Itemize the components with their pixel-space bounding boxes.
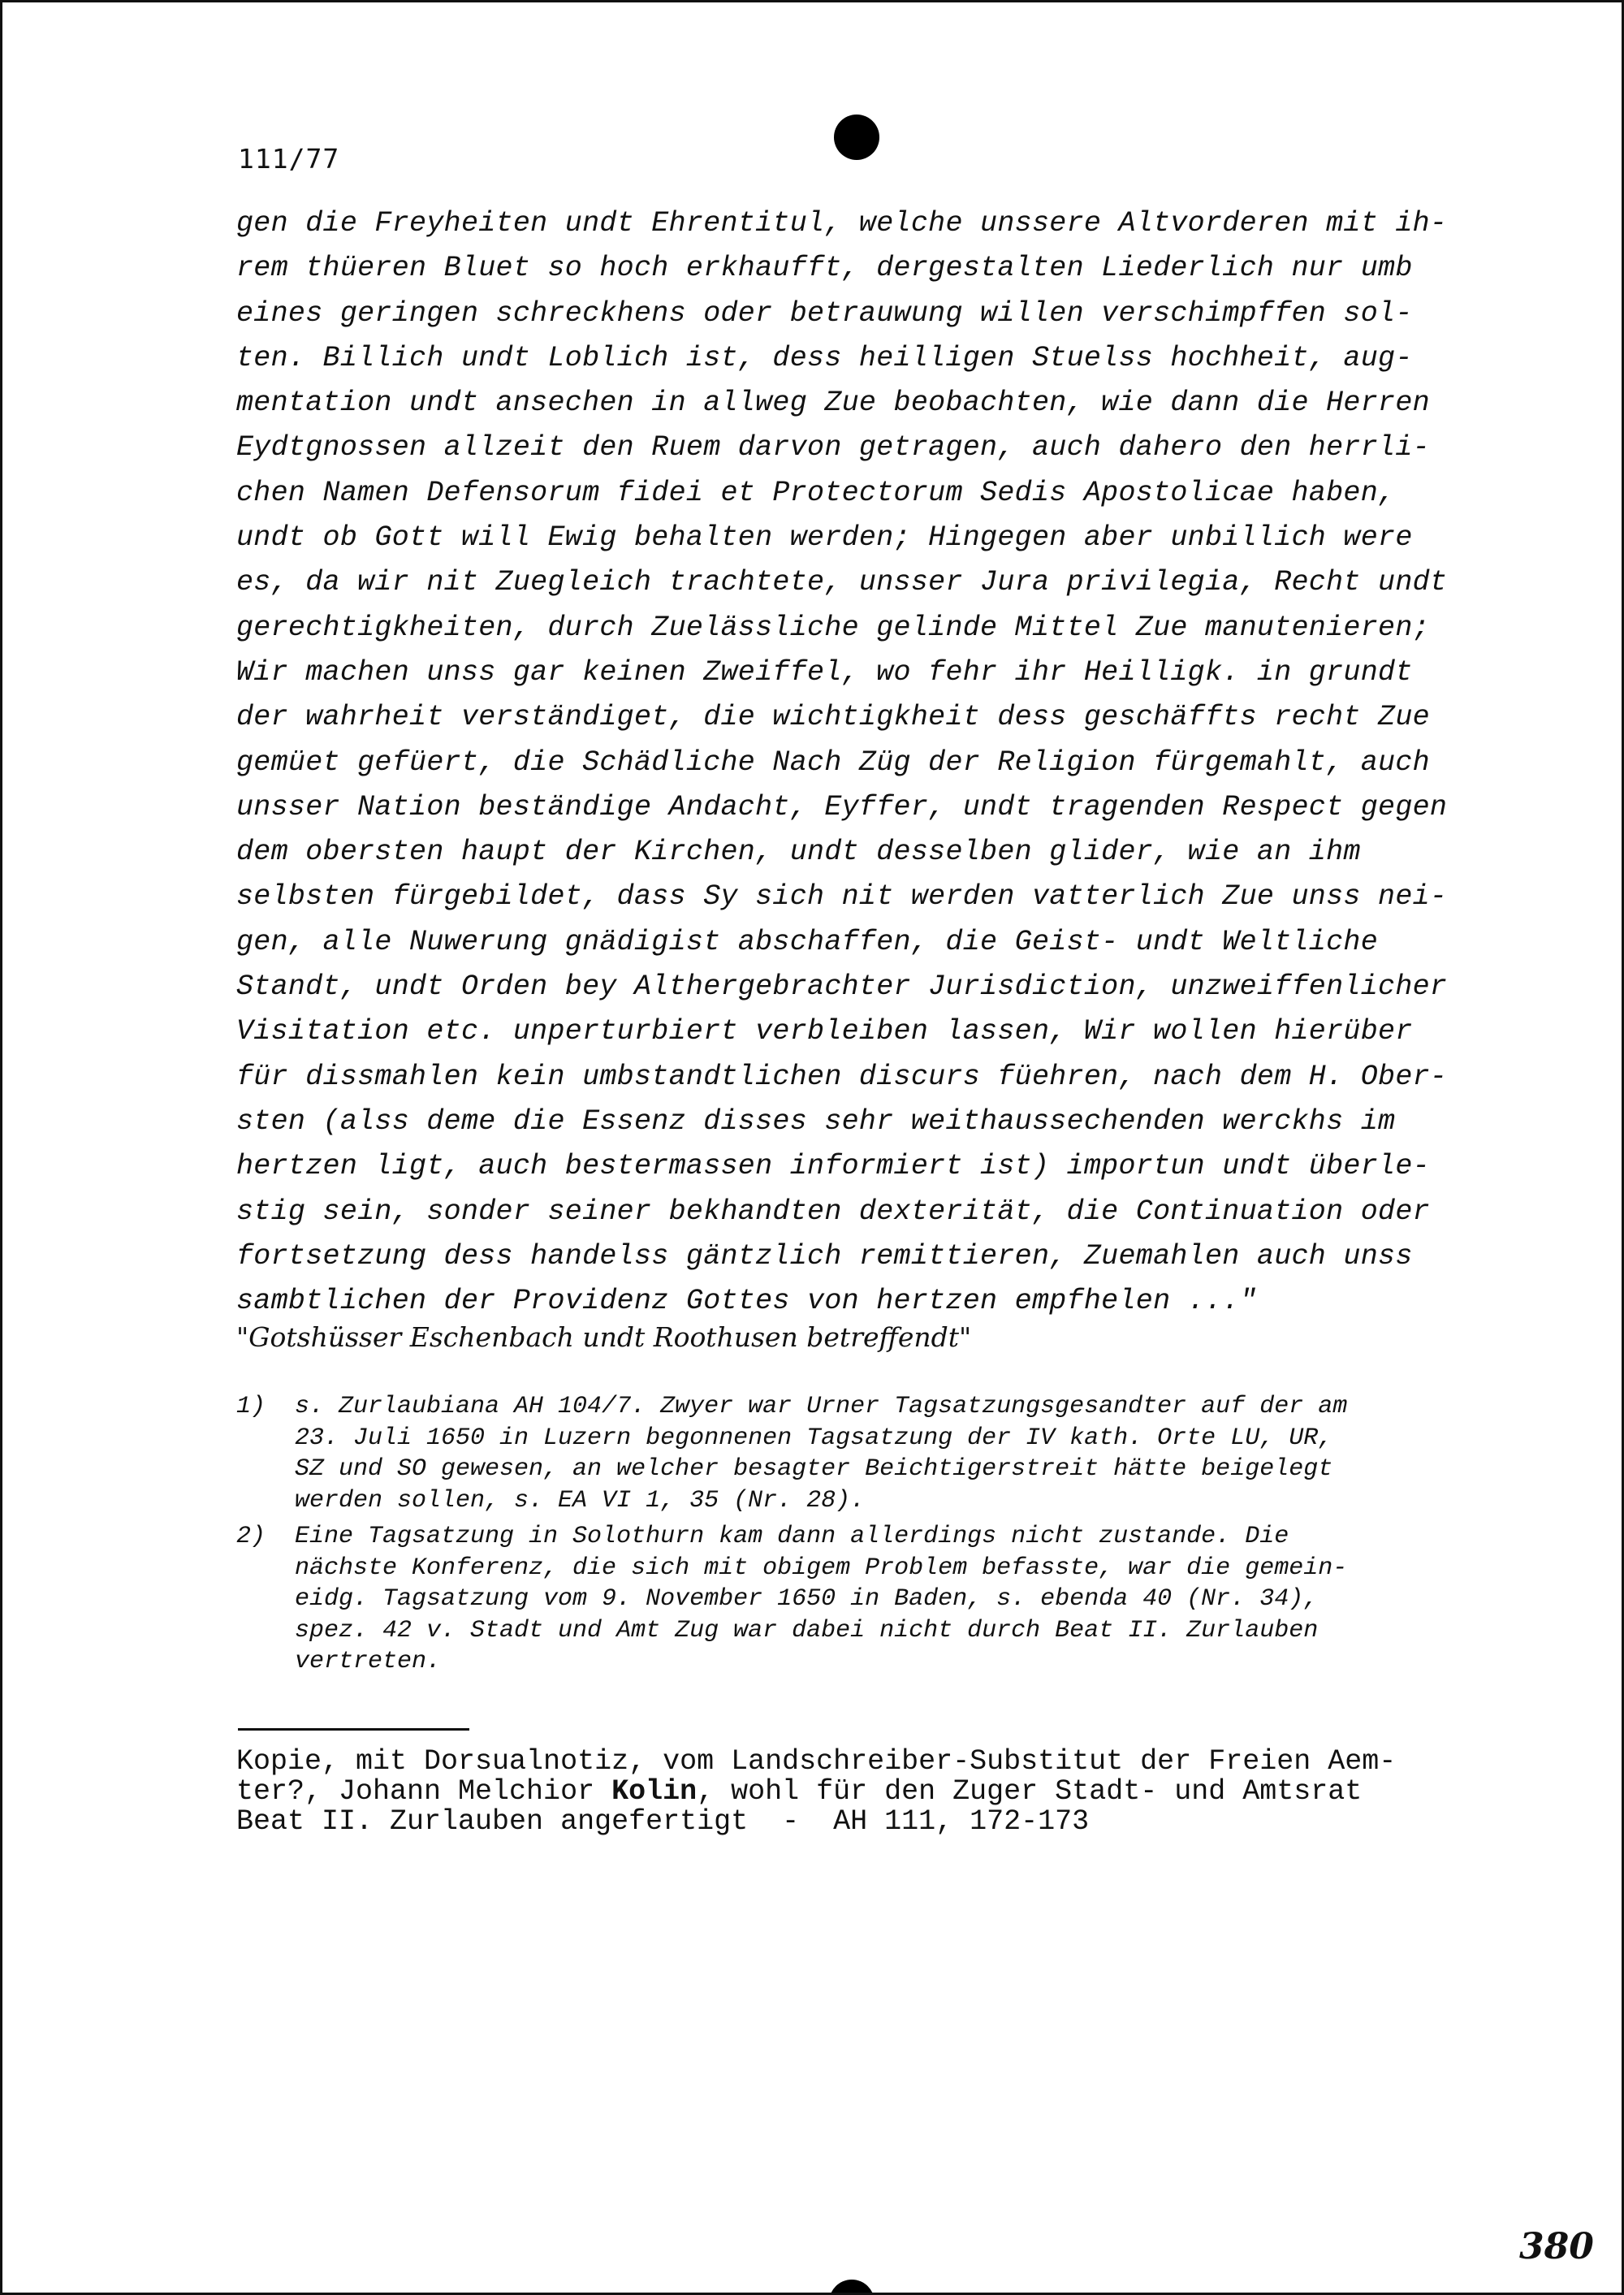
- footnote-line: vertreten.: [295, 1648, 442, 1675]
- footnote-line: s. Zurlaubiana AH 104/7. Zwyer war Urner Tagsatzungsgesandter auf der am: [295, 1393, 1348, 1420]
- body-line: eines geringen schreckhens oder betrauwung willen verschimpffen sol-: [236, 296, 1413, 330]
- source-line: Kopie, mit Dorsualnotiz, vom Landschreiber-Substitut der Freien Aem-: [236, 1745, 1397, 1778]
- body-line: der wahrheit verständiget, die wichtigkheit dess geschäffts recht Zue: [236, 701, 1430, 734]
- body-line: unsser Nation beständige Andacht, Eyffer, undt tragenden Respect gegen: [236, 790, 1448, 823]
- body-line: Eydtgnossen allzeit den Ruem darvon getragen, auch dahero den herrli-: [236, 431, 1430, 465]
- body-line: fortsetzung dess handelss gäntzlich remittieren, Zuemahlen auch unss: [236, 1239, 1413, 1273]
- source-text: ter?, Johann Melchior: [236, 1775, 612, 1808]
- footnote-marker: 1): [236, 1393, 266, 1420]
- footnote-text: [295, 1521, 1487, 1678]
- handwritten-sheet-number: 380: [1519, 2226, 1594, 2267]
- body-line: sten (alss deme die Essenz disses sehr weithaussechenden werckhs im: [236, 1104, 1396, 1138]
- source-line: Beat II. Zurlauben angefertigt - AH 111, 172-173: [236, 1805, 1090, 1838]
- source-name-bold: Kolin: [611, 1775, 698, 1808]
- body-line: Standt, undt Orden bey Althergebrachter Jurisdiction, unzweiffenlicher: [236, 970, 1448, 1004]
- punch-hole-top: [834, 115, 879, 160]
- footnote-line: spez. 42 v. Stadt und Amt Zug war dabei nicht durch Beat II. Zurlauben: [295, 1616, 1319, 1645]
- punch-hole-bottom: [829, 2280, 875, 2295]
- body-line: selbsten fürgebildet, dass Sy sich nit werden vatterlich Zue unss nei-: [236, 880, 1448, 914]
- body-line: mentation undt ansechen in allweg Zue beobachten, wie dann die Herren: [236, 387, 1430, 420]
- footnote-line: nächste Konferenz, die sich mit obigem Problem befasste, war die gemein-: [295, 1554, 1348, 1582]
- footnote-line: Eine Tagsatzung in Solothurn kam dann allerdings nicht zustande. Die: [295, 1523, 1289, 1550]
- body-line: gemüet gefüert, die Schädliche Nach Züg der Religion fürgemahlt, auch: [236, 746, 1430, 779]
- body-line: dem obersten haupt der Kirchen, undt desselben glider, wie an ihm: [236, 836, 1361, 869]
- source-text: , wohl für den Zuger Stadt- und Amtsrat: [697, 1775, 1363, 1808]
- footnote-divider: [238, 1728, 469, 1731]
- footnote-text: [295, 1391, 1487, 1516]
- handwritten-heading: "Gotshüsser Eschenbach undt Roothusen betreffendt": [236, 1321, 972, 1353]
- footnote: [236, 1521, 1487, 1678]
- body-text: [236, 201, 1487, 1324]
- body-line: chen Namen Defensorum fidei et Protectorum Sedis Apostolicae haben,: [236, 476, 1396, 509]
- body-line: stig sein, sonder seiner bekhandten dexterität, die Continuation oder: [236, 1195, 1430, 1228]
- body-line: ten. Billich undt Loblich ist, dess heilligen Stuelss hochheit, aug-: [236, 341, 1413, 374]
- body-line: für dissmahlen kein umbstandtlichen discurs füehren, nach dem H. Ober-: [236, 1060, 1448, 1093]
- footnote-line: 23. Juli 1650 in Luzern begonnenen Tagsatzung der IV kath. Orte LU, UR,: [295, 1424, 1333, 1452]
- body-line: gerechtigkheiten, durch Zuelässliche gelinde Mittel Zue manutenieren;: [236, 611, 1430, 644]
- footnote-marker: 2): [236, 1523, 266, 1550]
- body-line: gen die Freyheiten undt Ehrentitul, welche unssere Altvorderen mit ih-: [236, 207, 1448, 240]
- body-line: rem thüeren Bluet so hoch erkhaufft, dergestalten Liederlich nur umb: [236, 252, 1413, 285]
- footnote-line: SZ und SO gewesen, an welcher besagter Beichtigerstreit hätte beigelegt: [295, 1455, 1333, 1483]
- footnote-line: eidg. Tagsatzung vom 9. November 1650 in Baden, s. ebenda 40 (Nr. 34),: [295, 1585, 1319, 1613]
- body-line: Wir machen unss gar keinen Zweiffel, wo fehr ihr Heilligk. in grundt: [236, 655, 1413, 689]
- footnote-line: werden sollen, s. EA VI 1, 35 (Nr. 28).: [295, 1486, 866, 1515]
- footnotes: [236, 1391, 1487, 1683]
- body-line: Visitation etc. unperturbiert verbleiben lassen, Wir wollen hierüber: [236, 1015, 1413, 1048]
- footnote: [236, 1391, 1487, 1516]
- body-line: sambtlichen der Providenz Gottes von hertzen empfhelen ...": [236, 1285, 1257, 1318]
- source-line: [236, 1777, 1396, 1807]
- body-line: hertzen ligt, auch bestermassen informiert ist) importun undt überle-: [236, 1150, 1430, 1183]
- body-line: gen, alle Nuwerung gnädigist abschaffen, die Geist- undt Weltliche: [236, 925, 1379, 958]
- page-reference: 111/77: [238, 143, 340, 175]
- body-line: undt ob Gott will Ewig behalten werden; Hingegen aber unbillich were: [236, 521, 1413, 555]
- body-line: es, da wir nit Zuegleich trachtete, unsser Jura privilegia, Recht undt: [236, 566, 1448, 599]
- source-note: [236, 1747, 1396, 1837]
